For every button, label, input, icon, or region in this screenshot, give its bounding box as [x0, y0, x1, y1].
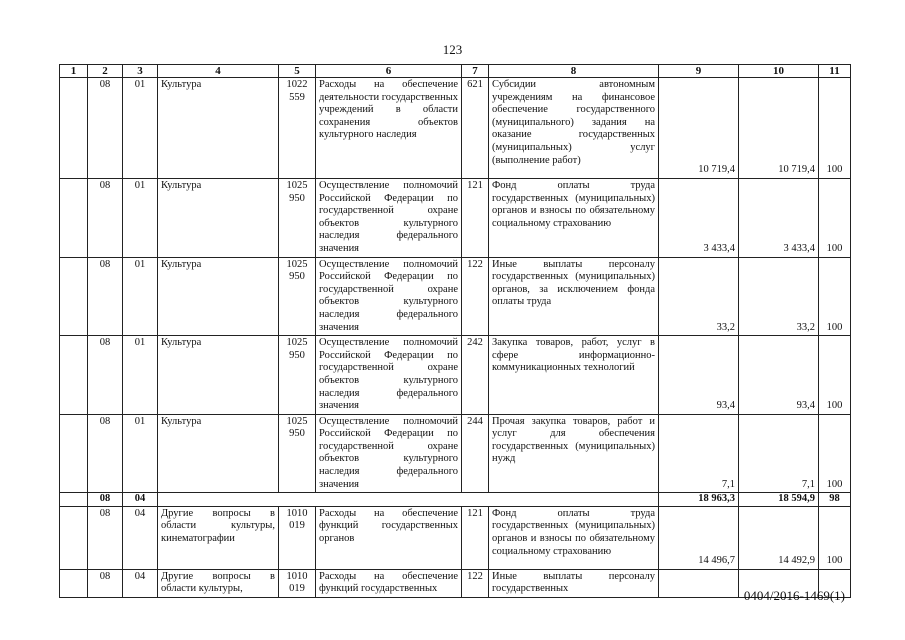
- column-header: 6: [316, 65, 462, 78]
- cell-subsection: 01: [123, 179, 158, 258]
- cell-expense-name: Фонд оплаты труда государственных (муниципальных) органов и взносы по обязательному социальному страхованию: [489, 506, 659, 569]
- cell-section: 08: [88, 336, 123, 415]
- table-row: [60, 179, 851, 258]
- cell-expense-name: Иные выплаты персоналу государственных: [489, 569, 659, 597]
- cell-section-name: Культура: [158, 179, 279, 258]
- cell-section-name: Культура: [158, 336, 279, 415]
- cell-section-name: Культура: [158, 414, 279, 493]
- cell-subsection: 01: [123, 257, 158, 336]
- cell-col1: [60, 257, 88, 336]
- cell-col1: [60, 569, 88, 597]
- cell-actual: 3 433,4: [739, 179, 819, 258]
- cell-percent: 100: [819, 179, 851, 258]
- column-header: 1: [60, 65, 88, 78]
- column-header: 8: [489, 65, 659, 78]
- subtotal-planned: 18 963,3: [659, 493, 739, 507]
- cell-expense-name: Фонд оплаты труда государственных (муниципальных) органов и взносы по обязательному социальному страхованию: [489, 179, 659, 258]
- cell-col1: [60, 78, 88, 179]
- cell-target-code: 1025 950: [279, 336, 316, 415]
- cell-target-code: 1025 950: [279, 414, 316, 493]
- cell-actual: 10 719,4: [739, 78, 819, 179]
- cell-col1: [60, 414, 88, 493]
- cell-actual: 33,2: [739, 257, 819, 336]
- cell-percent: 100: [819, 336, 851, 415]
- table-row: [60, 336, 851, 415]
- cell-percent: 100: [819, 506, 851, 569]
- column-header: 5: [279, 65, 316, 78]
- cell-section-name: Другие вопросы в области культуры,: [158, 569, 279, 597]
- table-row: [60, 414, 851, 493]
- budget-table: [59, 64, 851, 598]
- cell-col1: [60, 179, 88, 258]
- cell-planned: 14 496,7: [659, 506, 739, 569]
- cell-section: 08: [88, 569, 123, 597]
- cell-target-name: Расходы на обеспечение деятельности государственных учреждений в области сохранения объектов культурного наследия: [316, 78, 462, 179]
- table-row: [60, 78, 851, 179]
- cell-expense-code: 244: [462, 414, 489, 493]
- cell-section: 08: [88, 414, 123, 493]
- cell-target-name: Осуществление полномочий Российской Федерации по государственной охране объектов культурного наследия федерального значения: [316, 336, 462, 415]
- cell-section: 08: [88, 179, 123, 258]
- cell-target-code: 1022 559: [279, 78, 316, 179]
- column-header: 7: [462, 65, 489, 78]
- subtotal-section: 08: [88, 493, 123, 507]
- cell-actual: 7,1: [739, 414, 819, 493]
- column-header: 2: [88, 65, 123, 78]
- cell-target-name: Осуществление полномочий Российской Федерации по государственной охране объектов культурного наследия федерального значения: [316, 257, 462, 336]
- document-code: 0404/2016-1469(1): [743, 588, 845, 603]
- cell-expense-code: 122: [462, 257, 489, 336]
- cell-target-name: Расходы на обеспечение функций государственных органов: [316, 506, 462, 569]
- column-header: 3: [123, 65, 158, 78]
- cell-expense-code: 242: [462, 336, 489, 415]
- cell-target-code: 1025 950: [279, 179, 316, 258]
- header-row: [60, 65, 851, 78]
- cell-col1: [60, 506, 88, 569]
- cell-planned: 93,4: [659, 336, 739, 415]
- cell-subsection: 04: [123, 569, 158, 597]
- cell-expense-name: Иные выплаты персоналу государственных (муниципальных) органов, за исключением фонда оплаты труда: [489, 257, 659, 336]
- cell-expense-name: Субсидии автономным учреждениям на финансовое обеспечение государственного (муниципального) задания на оказание государственных (муниципальных) услуг (выполнение работ): [489, 78, 659, 179]
- cell-section-name: Культура: [158, 257, 279, 336]
- cell-section: 08: [88, 257, 123, 336]
- cell-section-name: Другие вопросы в области культуры, кинематографии: [158, 506, 279, 569]
- subtotal-subsection: 04: [123, 493, 158, 507]
- cell-subsection: 01: [123, 414, 158, 493]
- cell-target-code: 1010 019: [279, 569, 316, 597]
- cell-section: 08: [88, 78, 123, 179]
- cell-planned: 7,1: [659, 414, 739, 493]
- subtotal-actual: 18 594,9: [739, 493, 819, 507]
- cell-subsection: 01: [123, 78, 158, 179]
- cell-percent: 100: [819, 414, 851, 493]
- cell-expense-code: 121: [462, 179, 489, 258]
- cell-planned: 10 719,4: [659, 78, 739, 179]
- cell-percent: 100: [819, 78, 851, 179]
- cell-expense-name: Прочая закупка товаров, работ и услуг для обеспечения государственных (муниципальных) нужд: [489, 414, 659, 493]
- column-header: 10: [739, 65, 819, 78]
- cell-target-name: Расходы на обеспечение функций государственных: [316, 569, 462, 597]
- cell-col1: [60, 336, 88, 415]
- subtotal-blank: [158, 493, 659, 507]
- cell-col1: [60, 493, 88, 507]
- cell-subsection: 01: [123, 336, 158, 415]
- cell-target-name: Осуществление полномочий Российской Федерации по государственной охране объектов культурного наследия федерального значения: [316, 179, 462, 258]
- cell-actual: 14 492,9: [739, 506, 819, 569]
- cell-actual: 93,4: [739, 336, 819, 415]
- cell-target-code: 1010 019: [279, 506, 316, 569]
- cell-target-name: Осуществление полномочий Российской Федерации по государственной охране объектов культурного наследия федерального значения: [316, 414, 462, 493]
- column-header: 9: [659, 65, 739, 78]
- table-row: [60, 569, 851, 597]
- cell-section-name: Культура: [158, 78, 279, 179]
- page-number: 123: [442, 42, 463, 57]
- cell-expense-code: 621: [462, 78, 489, 179]
- cell-section: 08: [88, 506, 123, 569]
- cell-planned: 3 433,4: [659, 179, 739, 258]
- subtotal-row: [60, 493, 851, 507]
- cell-subsection: 04: [123, 506, 158, 569]
- table-row: [60, 506, 851, 569]
- cell-expense-name: Закупка товаров, работ, услуг в сфере информационно-коммуникационных технологий: [489, 336, 659, 415]
- cell-target-code: 1025 950: [279, 257, 316, 336]
- cell-planned: 33,2: [659, 257, 739, 336]
- subtotal-percent: 98: [819, 493, 851, 507]
- column-header: 11: [819, 65, 851, 78]
- cell-expense-code: 122: [462, 569, 489, 597]
- cell-expense-code: 121: [462, 506, 489, 569]
- cell-planned: [659, 569, 739, 597]
- column-header: 4: [158, 65, 279, 78]
- cell-percent: 100: [819, 257, 851, 336]
- table-row: [60, 257, 851, 336]
